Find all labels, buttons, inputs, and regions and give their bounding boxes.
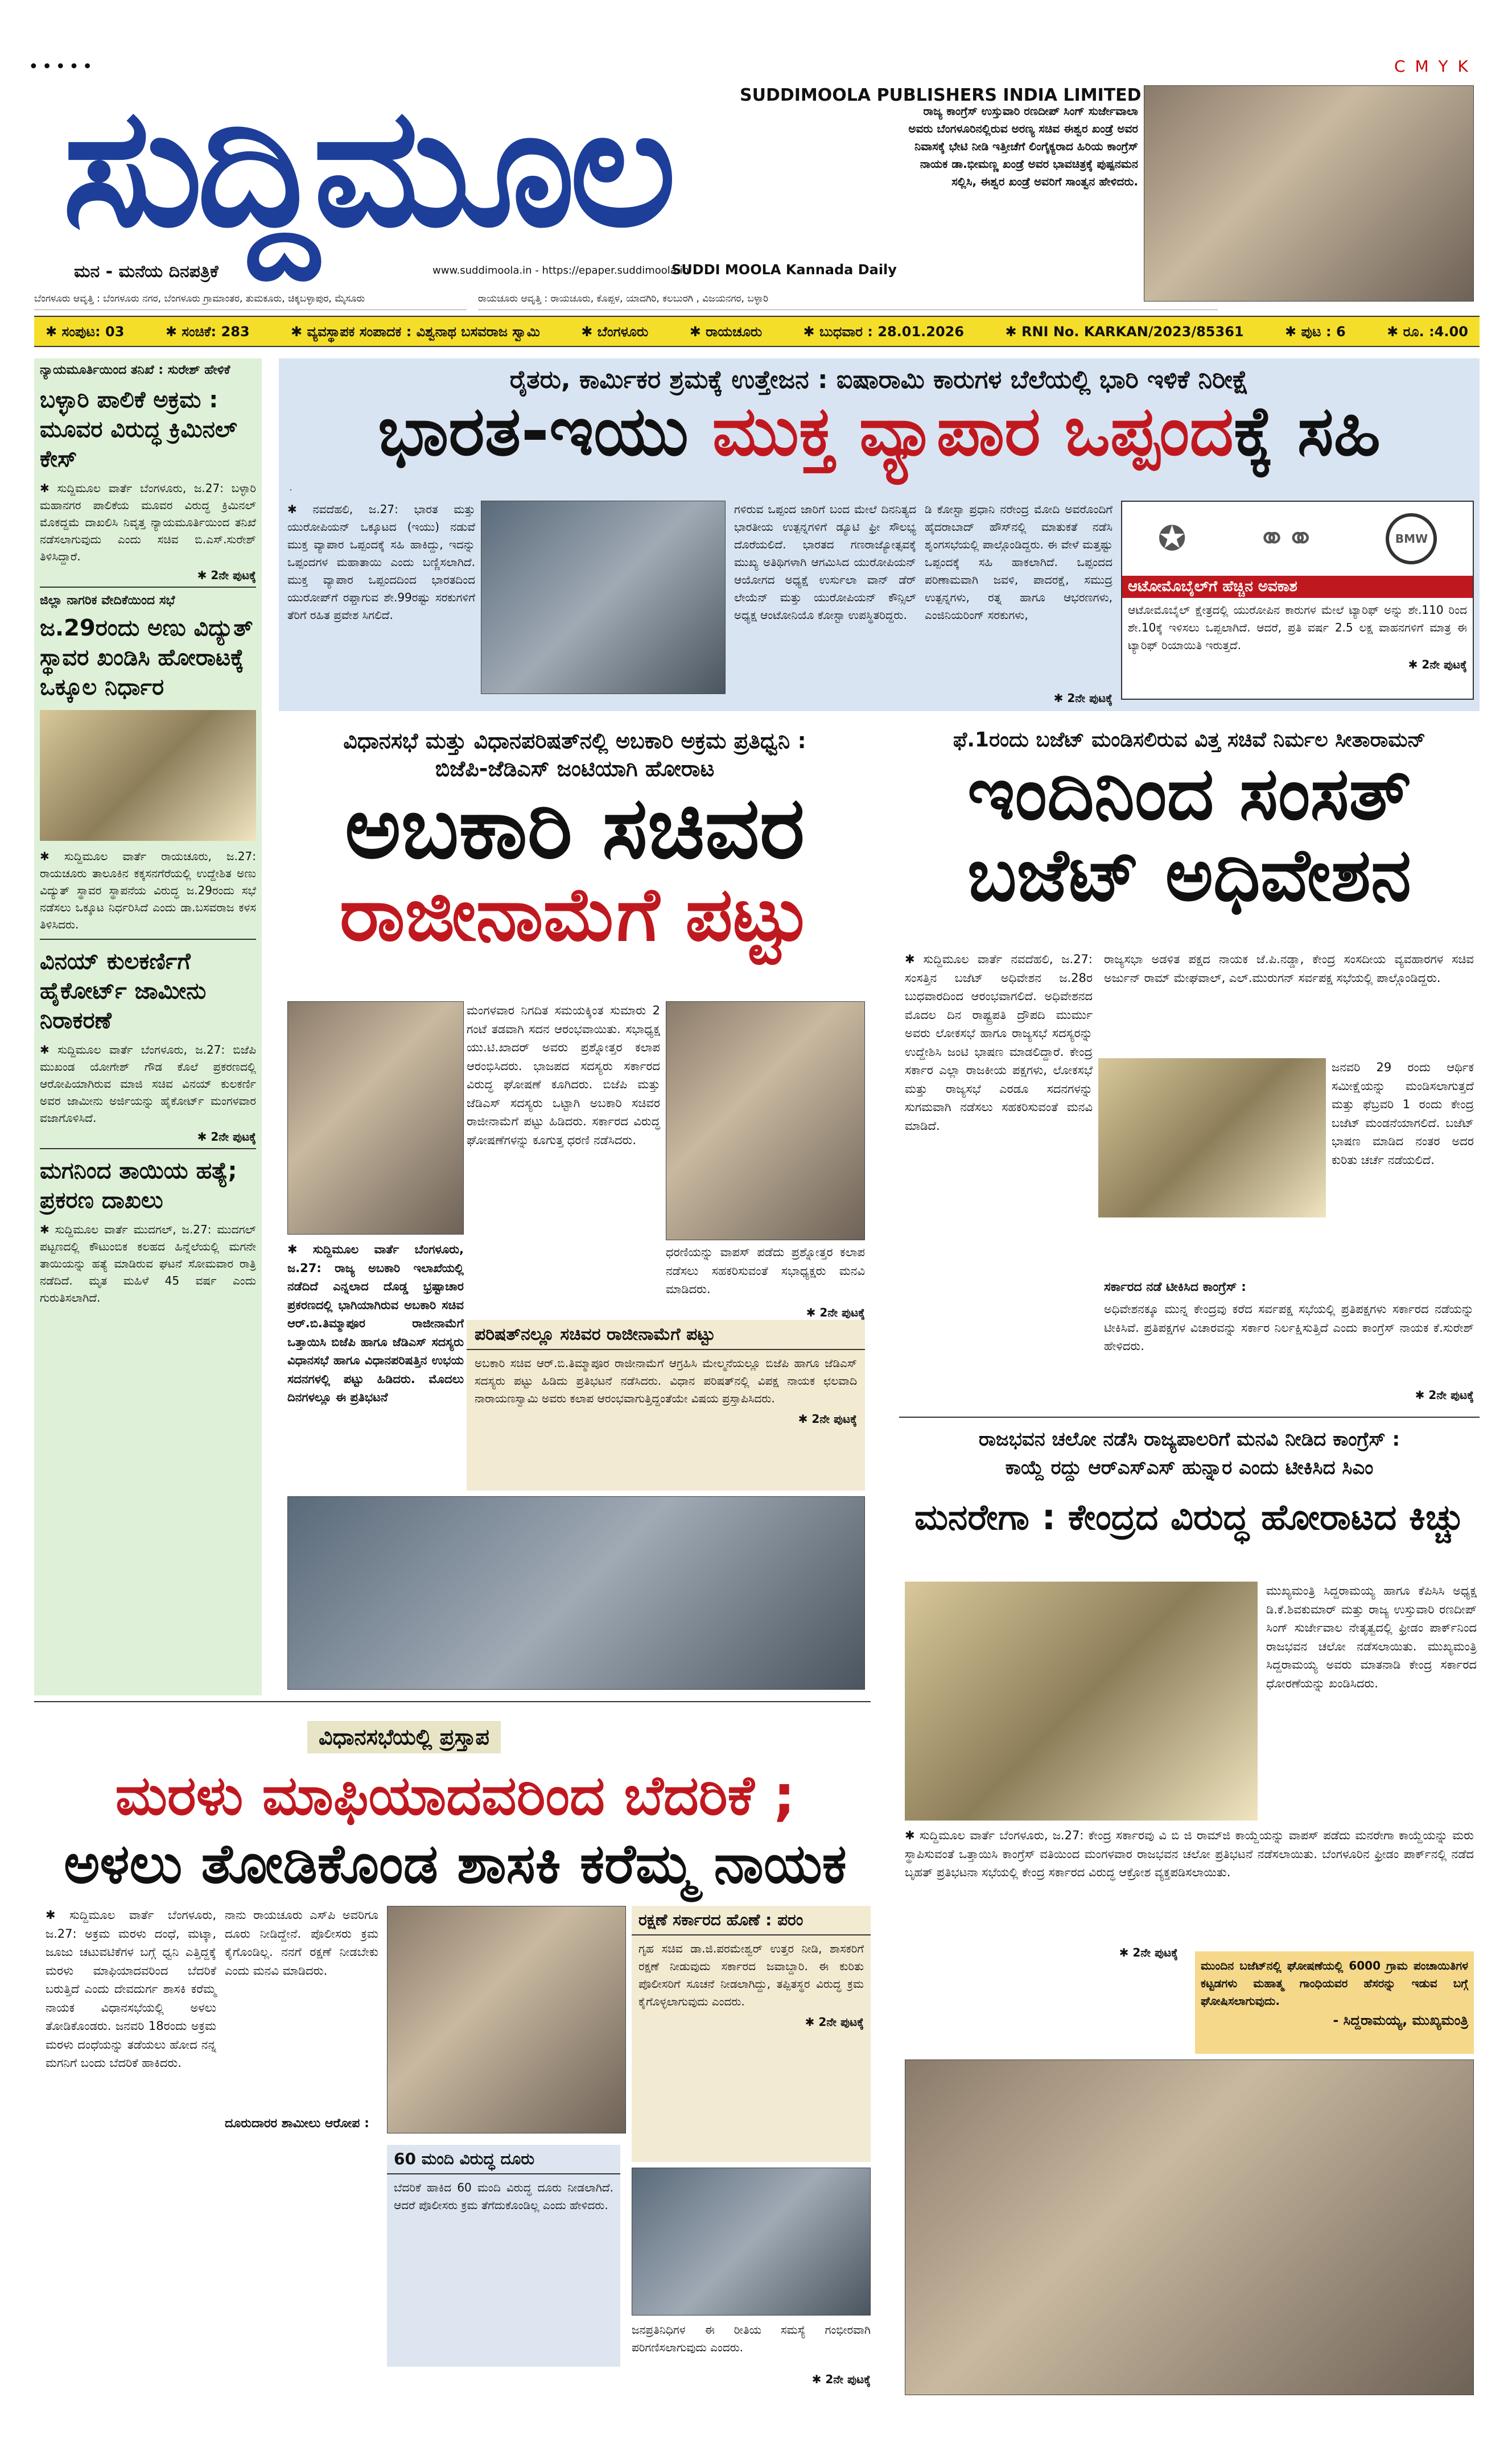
mercedes-icon: ✪ [1157,519,1186,559]
left-kicker1: ನ್ಯಾಯಮೂರ್ತಿಯಿಂದ ತನಿಖೆ : ಸುರೇಶ್ ಹೇಳಿಕೆ [40,363,230,377]
info-city1: ✱ ಬೆಂಗಳೂರು [581,323,649,340]
left-headline1: ಬಳ್ಳಾರಿ ಪಾಲಿಕೆ ಅಕ್ರಮ : ಮೂವರ ವಿರುದ್ಧ ಕ್ರಿಮಿನಲ್ ಕೇಸ್ [40,387,237,472]
council-body: ಅಬಕಾರಿ ಸಚಿವ ಆರ್.ಬಿ.ತಿಮ್ಮಾಪೂರ ರಾಜೀನಾಮೆಗೆ ಆಗ್ರಹಿಸಿ ಮೇಲ್ಮನೆಯಲ್ಲೂ ಬಿಜೆಪಿ ಹಾಗೂ ಜೆಡಿಎಸ್ ಸದಸ್ಯರು ಪಟ್ಟು ಹಿಡಿದು ಪ್ರತಿಭಟನೆ ನಡೆಸಿದರು. ವಿಧಾನ ಪರಿಷತ್‌ನಲ್ಲಿ ವಿಪಕ್ಷ ನಾಯಕ ಛಲವಾದಿ ನಾರಾಯಣಸ್ವಾಮಿ ಅವರು ಕಲಾಪ ಆರಂಭವಾಗುತ್ತಿದ್ದಂತೆಯೇ ವಿಷಯ ಪ್ರಸ್ತಾಪಿಸಿದರು. [475,1356,857,1405]
left-headline3: ವಿನಯ್ ಕುಲಕರ್ಣಿಗೆ ಹೈಕೋರ್ಟ್ ಜಾಮೀನು ನಿರಾಕರಣೆ [40,948,207,1034]
auto-body: ಆಟೋಮೊಬೈಲ್ ಕ್ಷೇತ್ರದಲ್ಲಿ ಯುರೋಪಿನ ಕಾರುಗಳ ಮೇಲೆ ಟ್ಯಾರಿಫ್ ಅನ್ನು ಶೇ.110 ರಿಂದ ಶೇ.10ಕ್ಕೆ ಇಳಿಸಲು ಒಪ್ಪಲಾಗಿದೆ. ಆದರೆ, ಪ್ರತಿ ವರ್ಷ 2.5 ಲಕ್ಷ ವಾಹನಗಳಿಗೆ ಮಾತ್ರ ಈ ಟ್ಯಾರಿಫ್ ರಿಯಾಯಿತಿ ಇರುತ್ತದೆ. [1128,603,1467,652]
excise-body-a: ✱ ಸುದ್ದಿಮೂಲ ವಾರ್ತೆ ಬೆಂಗಳೂರು, ಜ.27: ರಾಜ್ಯ ಅಬಕಾರಿ ಇಲಾಖೆಯಲ್ಲಿ ನಡೆದಿದೆ ಎನ್ನಲಾದ ದೊಡ್ಡ ಭ್ರಷ್ಟಾಚಾರ ಪ್ರಕರಣದಲ್ಲಿ ಭಾಗಿಯಾಗಿರುವ ಅಬಕಾರಿ ಸಚಿವ ಆರ್.ಬಿ.ತಿಮ್ಮಾಪೂರ ರಾಜೀನಾಮೆಗೆ ಒತ್ತಾಯಿಸಿ ಬಿಜೆಪಿ ಹಾಗೂ ಜೆಡಿಎಸ್ ಸದಸ್ಯರು ವಿಧಾನಸಭೆ ಹಾಗೂ ವಿಧಾನಪರಿಷತ್ತಿನ ಉಭಯ ಸದನಗಳಲ್ಲಿ ಪಟ್ಟು ಹಿಡಿದರು. ಮೊದಲು ದಿನಗಳಲ್ಲೂ ಈ ಪ್ರತಿಭಟನೆ [287,1243,464,1405]
bengaluru-edition: ಬೆಂಗಳೂರು ಆವೃತ್ತಿ : ಬೆಂಗಳೂರು ನಗರ, ಬೆಂಗಳೂರು ಗ್ರಾಮಾಂತರ, ತುಮಕೂರು, ಚಿಕ್ಕಬಳ್ಳಾಪುರ, ಮೈಸೂರು [34,287,467,310]
rakshane-box [632,1906,871,2162]
budget-subhead: ಸರ್ಕಾರದ ನಡೆ ಟೀಕಿಸಿದ ಕಾಂಗ್ರೆಸ್ : [1104,1280,1246,1294]
left-column [34,358,262,1695]
lead-headline [279,394,1480,469]
left-text3: ✱ ಸುದ್ದಿಮೂಲ ವಾರ್ತೆ ಬೆಂಗಳೂರು, ಜ.27: ಬಿಜೆಪಿ ಮುಖಂಡ ಯೋಗೇಶ್ ಗೌಡ ಕೊಲೆ ಪ್ರಕರಣದಲ್ಲಿ ಆರೋಪಿಯಾಗಿರುವ ಮಾಜಿ ಸಚಿವ ವಿನಯ್ ಕುಲಕರ್ಣಿ ಅವರ ಜಾಮೀನು ಅರ್ಜಿಯನ್ನು ಹೈಕೋರ್ಟ್ ಮಂಗಳವಾರ ವಜಾಗೊಳಿಸಿದೆ. [40,1043,256,1125]
left-headline4: ಮಗನಿಂದ ತಾಯಿಯ ಹತ್ಯೆ; ಪ್ರಕರಣ ದಾಖಲು [40,1158,237,1214]
left-text2: ✱ ಸುದ್ದಿಮೂಲ ವಾರ್ತೆ ರಾಯಚೂರು, ಜ.27: ರಾಯಚೂರು ತಾಲೂಕಿನ ಕಕ್ಕಸನಗೆರೆಯಲ್ಲಿ ಉದ್ದೇಶಿತ ಅಣು ವಿದ್ಯುತ್ ಸ್ಥಾವರ ಸ್ಥಾಪನೆಯ ವಿರುದ್ಧ ಜ.29ರಂದು ಸಭೆ ನಡೆಸಲು ಒಕ್ಕೂಟ ನಿರ್ಧರಿಸಿದೆ ಎಂದು ಡಾ.ಬಸವರಾಜ ಕಳಸ ತಿಳಿಸಿದರು. [40,849,256,931]
rakshane-more[interactable]: ✱ 2ನೇ ಪುಟಕ್ಕೆ [805,2015,864,2029]
mnrega-headline: ಮನರೇಗಾ : ಕೇಂದ್ರದ ವಿರುದ್ಧ ಹೋರಾಟದ ಕಿಚ್ಚು [914,1496,1465,1538]
karemma-body-a: ✱ ಸುದ್ದಿಮೂಲ ವಾರ್ತೆ ಬೆಂಗಳೂರು, ಜ.27: ಅಕ್ರಮ ಮರಳು ದಂಧೆ, ಮಟ್ಕಾ, ಜೂಜು ಚಟುವಟಿಕೆಗಳ ಬಗ್ಗೆ ಧ್ವನಿ ಎತ್ತಿದ್ದಕ್ಕೆ ಮರಳು ಮಾಫಿಯಾದವರಿಂದ ಬೆದರಿಕೆ ಬರುತ್ತಿದೆ ಎಂದು ದೇವದುರ್ಗ ಶಾಸಕಿ ಕರೆಮ್ಮ ನಾಯಕ ವಿಧಾನಸಭೆಯಲ್ಲಿ ಅಳಲು ತೋಡಿಕೊಂಡರು. ಜನವರಿ 18ರಂದು ಅಕ್ರಮ ಮರಳು ದಂಧೆಯನ್ನು ತಡೆಯಲು ಹೋದ ನನ್ನ ಮಗನಿಗೆ ಬಂದು ಬೆದರಿಕೆ ಹಾಕಿದರು. [46,1908,216,2070]
top-story-caption: ರಾಜ್ಯ ಕಾಂಗ್ರೆಸ್ ಉಸ್ತುವಾರಿ ರಣದೀಪ್ ಸಿಂಗ್ ಸುರ್ಜೇವಾಲಾ ಅವರು ಬೆಂಗಳೂರಿನಲ್ಲಿರುವ ಅರಣ್ಯ ಸಚಿವ ಈಶ್ವರ ಖಂಡ್ರೆ ಅವರ ನಿವಾಸಕ್ಕೆ ಭೇಟಿ ನೀಡಿ ಇತ್ತೀಚೆಗೆ ಲಿಂಗೈಕ್ಯರಾದ ಹಿರಿಯ ಕಾಂಗ್ರೆಸ್ ನಾಯಕ ಡಾ.ಭೀಮಣ್ಣ ಖಂಡ್ರೆ ಅವರ ಭಾವಚಿತ್ರಕ್ಕೆ ಪುಷ್ಪನಮನ ಸಲ್ಲಿಸಿ, ಈಶ್ವರ ಖಂಡ್ರೆ ಅವರಿಗೆ ಸಾಂತ್ವನ ಹೇಳಿದರು. [908,104,1138,188]
bmw-icon: BMW [1386,513,1437,564]
cm-quote-box [1195,1951,1474,2054]
budget-kicker: ಫೆ.1ರಂದು ಬಜೆಟ್ ಮಂಡಿಸಲಿರುವ ವಿತ್ತ ಸಚಿವೆ ನಿರ್ಮಲ ಸೀತಾರಾಮನ್ [953,728,1426,752]
mnrega-photo2 [905,2059,1474,2395]
council-more[interactable]: ✱ 2ನೇ ಪುಟಕ್ಕೆ [798,1412,857,1426]
karemma-headline1: ಮರಳು ಮಾಫಿಯಾದವರಿಂದ ಬೆದರಿಕೆ ; [115,1764,796,1827]
website-link[interactable]: www.suddimoola.in - https://epaper.suddimoola.in [432,265,689,276]
info-date: ✱ ಬುಧವಾರ : 28.01.2026 [803,323,965,340]
raichur-edition: ರಾಯಚೂರು ಆವೃತ್ತಿ : ರಾಯಚೂರು, ಕೊಪ್ಪಳ, ಯಾದಗಿರಿ, ಕಲಬುರಗಿ , ವಿಜಯನಗರ, ಬಳ್ಳಾರಿ [478,287,1218,310]
council-title: ಪರಿಷತ್‌ನಲ್ಲೂ ಸಚಿವರ ರಾಜೀನಾಮೆಗೆ ಪಟ್ಟು [467,1320,865,1350]
left-text4: ✱ ಸುದ್ದಿಮೂಲ ವಾರ್ತೆ ಮುದಗಲ್, ಜ.27: ಮುದಗಲ್ ಪಟ್ಟಣದಲ್ಲಿ ಕೌಟುಂಬಿಕ ಕಲಹದ ಹಿನ್ನೆಲೆಯಲ್ಲಿ ಮಗನೇ ತಾಯಿಯನ್ನು ಹತ್ಯೆ ಮಾಡಿರುವ ಘಟನೆ ಸೋಮವಾರ ರಾತ್ರಿ ನಡೆದಿದೆ. ಮೃತ ಮಹಿಳೆ 45 ವರ್ಷ ಎಂದು ಗುರುತಿಸಲಾಗಿದೆ. [40,1223,256,1305]
cm-quote-by: - ಸಿದ್ದರಾಮಯ್ಯ, ಮುಖ್ಯಮಂತ್ರಿ [1333,2012,1468,2028]
mnrega-body-b: ✱ ಸುದ್ದಿಮೂಲ ವಾರ್ತೆ ಬೆಂಗಳೂರು, ಜ.27: ಕೇಂದ್ರ ಸರ್ಕಾರವು ವಿ ಬಿ ಜಿ ರಾಮ್‌ಜಿ ಕಾಯ್ದೆಯನ್ನು ವಾಪಸ್ ಪಡೆದು ಮನರೇಗಾ ಕಾಯ್ದೆಯನ್ನು ಮರು ಸ್ಥಾಪಿಸುವಂತೆ ಒತ್ತಾಯಿಸಿ ಕಾಂಗ್ರೆಸ್ ವತಿಯಿಂದ ಮಂಗಳವಾರ ರಾಜಭವನ ಚಲೋ ಪ್ರತಿಭಟನೆ ನಡೆಸಲಾಯಿತು. ಬೆಂಗಳೂರಿನ ಫ್ರೀಡಂ ಪಾರ್ಕ್‌ನಲ್ಲಿ ನಡೆದ ಬೃಹತ್ ಪ್ರತಿಭಟನಾ ಸಭೆಯಲ್ಲಿ ಕೇಂದ್ರ ಸರ್ಕಾರದ ವಿರುದ್ಧ ಆಕ್ರೋಶ ವ್ಯಕ್ತಪಡಿಸಲಾಯಿತು. [905,1829,1474,1880]
lead-more[interactable]: ✱ 2ನೇ ಪುಟಕ್ಕೆ [1053,691,1113,705]
rakshane-body: ಗೃಹ ಸಚಿವ ಡಾ.ಜಿ.ಪರಮೇಶ್ವರ್ ಉತ್ತರ ನೀಡಿ, ಶಾಸಕರಿಗೆ ರಕ್ಷಣೆ ನೀಡುವುದು ಸರ್ಕಾರದ ಜವಾಬ್ದಾರಿ. ಈ ಕುರಿತು ಪೊಲೀಸರಿಗೆ ಸೂಚನೆ ನೀಡಲಾಗಿದ್ದು, ತಪ್ಪಿತಸ್ಥರ ವಿರುದ್ಧ ಕ್ರಮ ಕೈಗೊಳ್ಳಲಾಗುವುದು ಎಂದರು. [638,1942,864,2008]
info-volume: ✱ ಸಂಪುಟ: 03 [46,323,125,340]
excise-photo2 [666,1001,865,1240]
audi-icon: ⚭⚭ [1257,519,1315,559]
publisher-name: SUDDIMOOLA PUBLISHERS INDIA LIMITED [740,85,1142,105]
color-dots: ••••• [28,57,96,77]
mnrega-body-a: ಮುಖ್ಯಮಂತ್ರಿ ಸಿದ್ದರಾಮಯ್ಯ ಹಾಗೂ ಕೆಪಿಸಿಸಿ ಅಧ್ಯಕ್ಷ ಡಿ.ಕೆ.ಶಿವಕುಮಾರ್ ಮತ್ತು ರಾಜ್ಯ ಉಸ್ತುವಾರಿ ರಣದೀಪ್ ಸಿಂಗ್ ಸುರ್ಜೇವಾಲ ನೇತೃತ್ವದಲ್ಲಿ ಫ್ರೀಡಂ ಪಾರ್ಕ್‌ನಿಂದ ರಾಜಭವನ ಚಲೋ ನಡೆಸಲಾಯಿತು. ಮುಖ್ಯಮಂತ್ರಿ ಸಿದ್ದರಾಮಯ್ಯ ಅವರು ಮಾತನಾಡಿ ಕೇಂದ್ರ ಸರ್ಕಾರದ ಧೋರಣೆಯನ್ನು ಖಂಡಿಸಿದರು. [1266,1584,1477,1690]
excise-kicker2: ಬಿಜೆಪಿ-ಜೆಡಿಎಸ್ ಜಂಟಿಯಾಗಿ ಹೋರಾಟ [435,756,715,781]
issue-info-bar [34,316,1480,347]
excise-body-c: ಧರಣಿಯನ್ನು ವಾಪಸ್ ಪಡೆದು ಪ್ರಶ್ನೋತ್ತರ ಕಲಾಪ ನಡೆಸಲು ಸಹಕರಿಸುವಂತೆ ಸಭಾಧ್ಯಕ್ಷರು ಮನವಿ ಮಾಡಿದರು. [666,1245,865,1297]
info-city2: ✱ ರಾಯಚೂರು [689,323,763,340]
mnrega-kicker2: ಕಾಯ್ದೆ ರದ್ದು ಆರ್‌ಎಸ್‌ಎಸ್ ಹುನ್ನಾರ ಎಂದು ಟೀಕಿಸಿದ ಸಿಎಂ [1005,1456,1374,1479]
mnrega-more[interactable]: ✱ 2ನೇ ಪುಟಕ್ಕೆ [1119,1946,1178,1959]
karemma-subhead: ದೂರುದಾರರ ಶಾಮೀಲು ಆರೋಪ : [225,2116,369,2131]
budget-body-d: ಅಧಿವೇಶನಕ್ಕೂ ಮುನ್ನ ಕೇಂದ್ರವು ಕರೆದ ಸರ್ವಪಕ್ಷ ಸಭೆಯಲ್ಲಿ ಪ್ರತಿಪಕ್ಷಗಳು ಸರ್ಕಾರದ ನಡೆಯನ್ನು ಟೀಕಿಸಿವೆ. ಪ್ರತಿಪಕ್ಷಗಳ ವಿಚಾರವನ್ನು ಸರ್ಕಾರ ನಿರ್ಲಕ್ಷಿಸುತ್ತಿದೆ ಎಂದು ಕಾಂಗ್ರೆಸ್ ನಾಯಕ ಕೆ.ಸುರೇಶ್ ಹೇಳಿದರು. [1104,1302,1474,1353]
council-box [467,1320,865,1491]
excise-body-b: ಮಂಗಳವಾರ ನಿಗದಿತ ಸಮಯಕ್ಕಿಂತ ಸುಮಾರು 2 ಗಂಟೆ ತಡವಾಗಿ ಸದನ ಆರಂಭವಾಯಿತು. ಸಭಾಧ್ಯಕ್ಷ ಯು.ಟಿ.ಖಾದರ್ ಅವರು ಪ್ರಶ್ನೋತ್ತರ ಕಲಾಪ ಆರಂಭಿಸಿದರು. ಭಾಜಪದ ಸದಸ್ಯರು ಸರ್ಕಾರದ ವಿರುದ್ಧ ಘೋಷಣೆ ಕೂಗಿದರು. ಬಿಜೆಪಿ ಮತ್ತು ಜೆಡಿಎಸ್ ಸದಸ್ಯರು ಒಟ್ಟಾಗಿ ಅಬಕಾರಿ ಸಚಿವರ ರಾಜೀನಾಮೆಗೆ ಪಟ್ಟು ಹಿಡಿದರು. ಸರ್ಕಾರದ ವಿರುದ್ಧ ಘೋಷಣೆಗಳನ್ನು ಕೂಗುತ್ತ ಧರಣಿ ನಡೆಸಿದರು. [467,1004,660,1147]
karemma-tag: ವಿಧಾನಸಭೆಯಲ್ಲಿ ಪ್ರಸ್ತಾಪ [307,1721,501,1753]
excise-more[interactable]: ✱ 2ನೇ ಪುಟಕ್ಕೆ [806,1306,865,1319]
cm-quote: ಮುಂದಿನ ಬಜೆಟ್‌ನಲ್ಲಿ ಘೋಷಣೆಯಲ್ಲಿ 6000 ಗ್ರಾಮ ಪಂಚಾಯಿತಿಗಳ ಕಟ್ಟಡಗಳು ಮಹಾತ್ಮ ಗಾಂಧಿಯವರ ಹೆಸರನ್ನು ಇಡುವ ಬಗ್ಗೆ ಘೋಷಿಸಲಾಗುವುದು. [1201,1959,1468,2008]
sixty-body: ಬೆದರಿಕೆ ಹಾಕಿದ 60 ಮಂದಿ ವಿರುದ್ಧ ದೂರು ನೀಡಲಾಗಿದೆ. ಆದರೆ ಪೊಲೀಸರು ಕ್ರಮ ತೆಗೆದುಕೊಂಡಿಲ್ಲ ಎಂದು ಹೇಳಿದರು. [394,2181,613,2212]
car-logos [1122,502,1473,576]
lead-headline-part1: ಭಾರತ-ಇಯು [377,392,712,471]
budget-body-b: ರಾಜ್ಯಸಭಾ ಅಡಳಿತ ಪಕ್ಷದ ನಾಯಕ ಜೆ.ಪಿ.ನಡ್ಡಾ, ಕೇಂದ್ರ ಸಂಸದೀಯ ವ್ಯವಹಾರಗಳ ಸಚಿವ ಅರ್ಜುನ್ ರಾಮ್ ಮೇಘವಾಲ್, ಎಲ್.ಮುರುಗನ್ ಸರ್ವಪಕ್ಷ ಸಭೆಯಲ್ಲಿ ಪಾಲ್ಗೊಂಡಿದ್ದರು. [1104,952,1474,985]
info-rni: ✱ RNI No. KARKAN/2023/85361 [1005,323,1244,340]
karemma-photo [387,1906,626,2133]
lead-headline-part3: ಕ್ಕೆ ಸಹಿ [1233,392,1381,471]
excise-photo1 [287,1001,464,1235]
excise-headline2: ರಾಜೀನಾಮೆಗೆ ಪಟ್ಟು [339,870,810,957]
minister-photo [632,2168,871,2316]
karemma-headline2: ಅಳಲು ತೋಡಿಕೊಂಡ ಶಾಸಕಿ ಕರೆಮ್ಮ ನಾಯಕ [64,1832,847,1896]
tagline: ಮನ - ಮನೆಯ ದಿನಪತ್ರಿಕೆ [74,262,219,282]
karemma-more[interactable]: ✱ 2ನೇ ಪುಟಕ್ಕೆ [811,2372,871,2386]
left-headline2: ಜ.29ರಂದು ಅಣು ವಿದ್ಯುತ್ ಸ್ಥಾವರ ಖಂಡಿಸಿ ಹೋರಾಟಕ್ಕೆ ಒಕ್ಕೂಲ ನಿರ್ಧಾರ [40,615,253,700]
parliament-photo [1098,1058,1326,1217]
mnrega-kicker: ರಾಜಭವನ ಚಲೋ ನಡೆಸಿ ರಾಜ್ಯಪಾಲರಿಗೆ ಮನವಿ ನೀಡಿದ ಕಾಂಗ್ರೆಸ್ : [978,1428,1400,1451]
left-photo [40,710,256,841]
info-price: ✱ ರೂ. :4.00 [1387,323,1468,340]
info-issue: ✱ ಸಂಚಿಕೆ: 283 [165,323,250,340]
lead-body3: ಡಿ ಕೋಸ್ಟಾ ಪ್ರಧಾನಿ ನರೇಂದ್ರ ಮೋದಿ ಅವರೊಂದಿಗೆ ಹೈದರಾಬಾದ್ ಹೌಸ್‌ನಲ್ಲಿ ಮಾತುಕತೆ ನಡೆಸಿ ಶೃಂಗಸಭೆಯಲ್ಲಿ ಪಾಲ್ಗೊಂಡಿದ್ದರು. ಈ ವೇಳೆ ಮತ್ತಷ್ಟು ಒಪ್ಪಂದಕ್ಕೆ ಸಹಿ ಹಾಕಲಾಗಿದೆ. ಒಪ್ಪಂದದ ಪರಿಣಾಮವಾಗಿ ಜವಳಿ, ಪಾದರಕ್ಷೆ, ಸಮುದ್ರ ಉತ್ಪನ್ನಗಳು, ರತ್ನ ಹಾಗೂ ಆಭರಣಗಳು, ಎಂಜಿನಿಯರಿಂಗ್ ಸರಕುಗಳು, [925,502,1113,622]
budget-more[interactable]: ✱ 2ನೇ ಪುಟಕ್ಕೆ [1415,1388,1474,1402]
excise-headline1: ಅಬಕಾರಿ ಸಚಿವರ [344,779,805,878]
left-kicker2: ಜಿಲ್ಲಾ ನಾಗರಿಕ ವೇದಿಕೆಯಿಂದ ಸಭೆ [40,593,175,608]
english-name: SUDDI MOOLA Kannada Daily [671,262,897,278]
lead-body2: ಗಳಿರುವ ಒಪ್ಪಂದ ಜಾರಿಗೆ ಬಂದ ಮೇಲೆ ದಿನನಿತ್ಯದ ಭಾರತೀಯ ಉತ್ಪನ್ನಗಳಿಗೆ ಡ್ಯೂಟಿ ಫ್ರೀ ಸೌಲಭ್ಯ ದೊರೆಯಲಿದೆ. ಭಾರತದ ಗಣರಾಜ್ಯೋತ್ಸವಕ್ಕೆ ಮುಖ್ಯ ಅತಿಥಿಗಳಾಗಿ ಆಗಮಿಸಿದ ಯುರೋಪಿಯನ್ ಆಯೋಗದ ಅಧ್ಯಕ್ಷೆ ಉರ್ಸುಲಾ ವಾನ್ ಡೆರ್ ಲೇಯೆನ್ ಮತ್ತು ಯುರೋಪಿಯನ್ ಕೌನ್ಸಿಲ್ ಅಧ್ಯಕ್ಷ ಆಂಟೋನಿಯೊ ಕೋಸ್ಟಾ ಉಪಸ್ಥಿತರಿದ್ದರು. [734,502,916,622]
budget-body-c: ಜನವರಿ 29 ರಂದು ಆರ್ಥಿಕ ಸಮೀಕ್ಷೆಯನ್ನು ಮಂಡಿಸಲಾಗುತ್ತದೆ ಮತ್ತು ಫೆಬ್ರವರಿ 1 ರಂದು ಕೇಂದ್ರ ಬಜೆಟ್ ಮಂಡನೆಯಾಗಲಿದೆ. ಬಜೆಟ್ ಭಾಷಣ ಮಾಡಿದ ನಂತರ ಅದರ ಕುರಿತು ಚರ್ಚೆ ನಡೆಯಲಿದೆ. [1332,1060,1474,1167]
karemma-body-b: ನಾನು ರಾಯಚೂರು ಎಸ್‌ಪಿ ಅವರಿಗೂ ದೂರು ನೀಡಿದ್ದೇನೆ. ಪೊಲೀಸರು ಕ್ರಮ ಕೈಗೊಂಡಿಲ್ಲ. ನನಗೆ ರಕ್ಷಣೆ ನೀಡಬೇಕು ಎಂದು ಮನವಿ ಮಾಡಿದರು. [225,1908,378,1978]
top-story-photo [1144,85,1474,302]
auto-title: ಆಟೋಮೊಬೈಲ್‌ಗೆ ಹೆಚ್ಚಿನ ಅವಕಾಶ [1122,576,1473,598]
left-more3[interactable]: ✱ 2ನೇ ಪುಟಕ್ಕೆ [197,1130,256,1144]
lead-headline-part2: ಮುಕ್ತ ವ್ಯಾಪಾರ ಒಪ್ಪಂದ [712,392,1234,471]
sixty-box [387,2145,620,2367]
excise-kicker: ವಿಧಾನಸಭೆ ಮತ್ತು ವಿಧಾನಪರಿಷತ್‌ನಲ್ಲಿ ಅಬಕಾರಿ ಅಕ್ರಮ ಪ್ರತಿಧ್ವನಿ : [343,728,806,753]
cmyk-marker: C M Y K [1394,57,1470,76]
auto-more[interactable]: ✱ 2ನೇ ಪುಟಕ್ಕೆ [1408,658,1467,671]
assembly-photo [287,1496,865,1690]
lead-photo [481,501,726,694]
left-text1: ✱ ಸುದ್ದಿಮೂಲ ವಾರ್ತೆ ಬೆಂಗಳೂರು, ಜ.27: ಬಳ್ಳಾರಿ ಮಹಾನಗರ ಪಾಲಿಕೆಯ ಮೂವರ ವಿರುದ್ಧ ಕ್ರಿಮಿನಲ್ ಮೊಕದ್ದಮೆ ದಾಖಲಿಸಿ ನಿವೃತ್ತ ನ್ಯಾಯಮೂರ್ತಿಯಿಂದ ತನಿಖೆ ನಡೆಸಲಾಗುವುದು ಎಂದು ಸಚಿವ ಬಿ.ಎಸ್.ಸುರೇಶ್ ತಿಳಿಸಿದ್ದಾರೆ. [40,481,256,563]
auto-box [1121,501,1474,700]
info-pages: ✱ ಪುಟ : 6 [1285,323,1346,340]
info-editor: ✱ ವ್ಯವಸ್ಥಾಪಕ ಸಂಪಾದಕ : ವಿಶ್ವನಾಥ ಬಸವರಾಜ ಸ್ವಾಮಿ [291,323,540,340]
newspaper-logo: ಸುದ್ದಿಮೂಲ [63,72,671,263]
karemma-body-c: ಜನಪ್ರತಿನಿಧಿಗಳ ಈ ರೀತಿಯ ಸಮಸ್ಯೆ ಗಂಭೀರವಾಗಿ ಪರಿಗಣಿಸಲಾಗುವುದು ಎಂದರು. [632,2323,871,2354]
lead-body1: ✱ ನವದೆಹಲಿ, ಜ.27: ಭಾರತ ಮತ್ತು ಯುರೋಪಿಯನ್ ಒಕ್ಕೂಟದ (ಇಯು) ನಡುವೆ ಮುಕ್ತ ವ್ಯಾಪಾರ ಒಪ್ಪಂದಕ್ಕೆ ಸಹಿ ಹಾಕಿದ್ದು, ಇದನ್ನು ಒಪ್ಪಂದಗಳ ಮಹಾತಾಯಿ ಎಂದು ಬಣ್ಣಿಸಲಾಗಿದೆ. ಮುಕ್ತ ವ್ಯಾಪಾರ ಒಪ್ಪಂದದಿಂದ ಭಾರತದಿಂದ ಯುರೋಪ್‌ಗೆ ರಫ್ತಾಗುವ ಶೇ.99ರಷ್ಟು ಸರಕುಗಳಿಗೆ ತೆರಿಗೆ ರಹಿತ ಪ್ರವೇಶ ಸಿಗಲಿದೆ. [287,502,475,622]
rakshane-title: ರಕ್ಷಣೆ ಸರ್ಕಾರದ ಹೊಣೆ : ಪರಂ [632,1906,871,1935]
mnrega-photo1 [905,1582,1258,1821]
budget-body-a: ✱ ಸುದ್ದಿಮೂಲ ವಾರ್ತೆ ನವದೆಹಲಿ, ಜ.27: ಸಂಸತ್ತಿನ ಬಜೆಟ್ ಅಧಿವೇಶನ ಜ.28ರ ಬುಧವಾರದಿಂದ ಆರಂಭವಾಗಲಿದೆ. ಅಧಿವೇಶನದ ಮೊದಲ ದಿನ ರಾಷ್ಟ್ರಪತಿ ದ್ರೌಪದಿ ಮುರ್ಮು ಅವರು ಲೋಕಸಭೆ ಹಾಗೂ ರಾಜ್ಯಸಭೆ ಸದಸ್ಯರನ್ನು ಉದ್ದೇಶಿಸಿ ಜಂಟಿ ಭಾಷಣ ಮಾಡಲಿದ್ದಾರೆ. ಕೇಂದ್ರ ಸರ್ಕಾರ ಎಲ್ಲಾ ರಾಜಕೀಯ ಪಕ್ಷಗಳು, ಲೋಕಸಭೆ ಮತ್ತು ರಾಜ್ಯಸಭೆ ಎರಡೂ ಸದನಗಳನ್ನು ಸುಗಮವಾಗಿ ನಡೆಸಲು ಸಹಕರಿಸುವಂತೆ ಮನವಿ ಮಾಡಿದೆ. [905,952,1093,1133]
left-more1[interactable]: ✱ 2ನೇ ಪುಟಕ್ಕೆ [197,568,256,582]
budget-headline1: ಇಂದಿನಿಂದ ಸಂಸತ್ [967,752,1411,836]
sixty-title: 60 ಮಂದಿ ವಿರುದ್ಧ ದೂರು [387,2145,620,2174]
lead-kicker: ರೈತರು, ಕಾರ್ಮಿಕರ ಶ್ರಮಕ್ಕೆ ಉತ್ತೇಜನ : ಐಷಾರಾಮಿ ಕಾರುಗಳ ಬೆಲೆಯಲ್ಲಿ ಭಾರಿ ಇಳಿಕೆ ನಿರೀಕ್ಷೆ [509,365,1249,394]
budget-headline2: ಬಜೆಟ್ ಅಧಿವೇಶನ [967,833,1412,918]
